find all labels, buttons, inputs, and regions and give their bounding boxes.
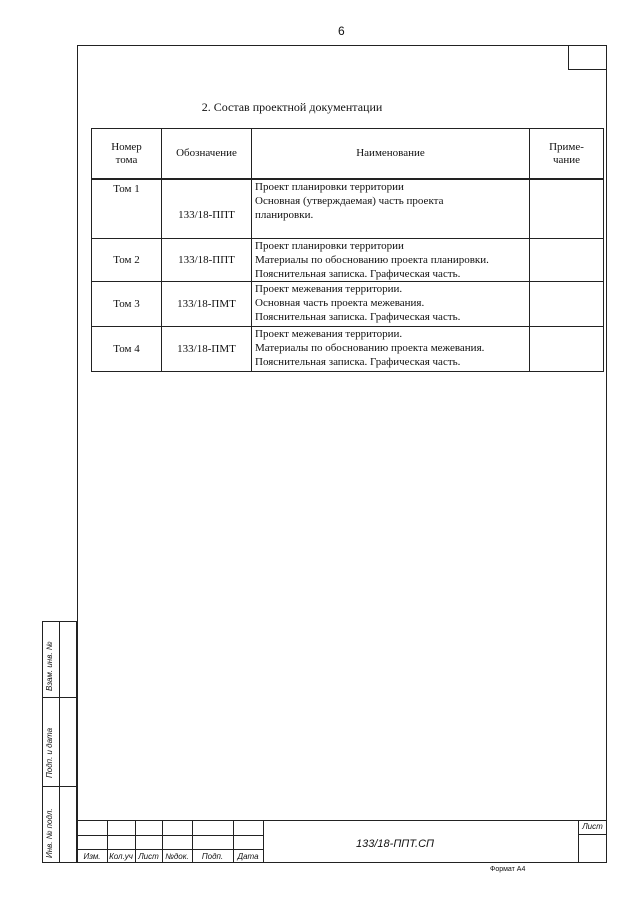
- stamp-sheet-label: Лист: [582, 822, 603, 831]
- code-cell: 133/18-ПМТ: [162, 282, 252, 327]
- header-tom-line-2: тома: [115, 153, 138, 166]
- stamp-label-list: Лист: [138, 852, 159, 861]
- stamp-grid-line: [578, 834, 607, 835]
- note-cell: [530, 282, 604, 327]
- stamp-top-line: [77, 820, 607, 821]
- stamp-label-podp: Подп.: [201, 852, 224, 861]
- note-cell: [530, 327, 604, 372]
- side-divider: [42, 697, 77, 698]
- tom-cell: Том 1: [92, 179, 162, 239]
- name-cell: [252, 239, 530, 282]
- name-line: Проект межевания территории.: [255, 283, 403, 295]
- name-line: Пояснительная записка. Графическая часть.: [255, 268, 461, 280]
- tom-cell: Том 3: [92, 282, 162, 327]
- stamp-label-data: Дата: [237, 852, 259, 861]
- header-note-line-1: Приме-: [549, 140, 584, 153]
- header-tom: [92, 129, 162, 180]
- header-note: [530, 129, 604, 180]
- header-tom-line-1: Номер: [111, 140, 142, 153]
- table-header-row: [92, 129, 604, 180]
- name-line: Материалы по обоснованию проекта планировки.: [255, 254, 489, 266]
- table-row: [92, 179, 604, 239]
- stamp-label-kol: Кол.уч: [109, 852, 133, 861]
- documentation-table: [91, 128, 604, 372]
- name-line: Пояснительная записка. Графическая часть.: [255, 311, 461, 323]
- name-line: планировки.: [255, 209, 314, 221]
- format-label: Формат А4: [490, 866, 526, 873]
- name-line: Проект межевания территории.: [255, 328, 403, 340]
- name-line: Основная (утверждаемая) часть проекта: [255, 195, 444, 207]
- name-line: Материалы по обоснованию проекта межевания.: [255, 342, 485, 354]
- header-name: Наименование: [252, 129, 530, 180]
- header-code: Обозначение: [162, 129, 252, 180]
- note-cell: [530, 239, 604, 282]
- table-row: [92, 327, 604, 372]
- name-cell: [252, 282, 530, 327]
- code-cell: 133/18-ППТ: [162, 179, 252, 239]
- stamp-label-izm: Изм.: [83, 852, 101, 861]
- stamp-grid-line: [263, 820, 264, 863]
- stamp-grid-line: [77, 849, 263, 850]
- side-divider: [42, 786, 77, 787]
- table-row: [92, 239, 604, 282]
- side-label-vzam: Взам. инв. №: [45, 641, 54, 691]
- name-line: Основная часть проекта межевания.: [255, 297, 425, 309]
- stamp-grid-line: [77, 835, 263, 836]
- name-line: Проект планировки территории: [255, 240, 404, 252]
- side-label-inv: Инв. № подл.: [45, 808, 54, 858]
- table-row: [92, 282, 604, 327]
- name-line: Пояснительная записка. Графическая часть.: [255, 356, 461, 368]
- tom-cell: Том 2: [92, 239, 162, 282]
- note-cell: [530, 179, 604, 239]
- code-cell: 133/18-ППТ: [162, 239, 252, 282]
- page-number: 6: [338, 24, 345, 38]
- side-label-podp: Подп. и дата: [45, 727, 54, 778]
- name-line: Проект планировки территории: [255, 181, 404, 193]
- tom-cell: Том 4: [92, 327, 162, 372]
- document-code: 133/18-ППТ.СП: [356, 838, 434, 850]
- section-heading: 2. Состав проектной документации: [201, 100, 383, 114]
- corner-box: [568, 45, 607, 70]
- name-cell: [252, 179, 530, 239]
- name-cell: [252, 327, 530, 372]
- stamp-label-doc: №док.: [165, 852, 189, 861]
- header-note-line-2: чание: [552, 153, 581, 166]
- code-cell: 133/18-ПМТ: [162, 327, 252, 372]
